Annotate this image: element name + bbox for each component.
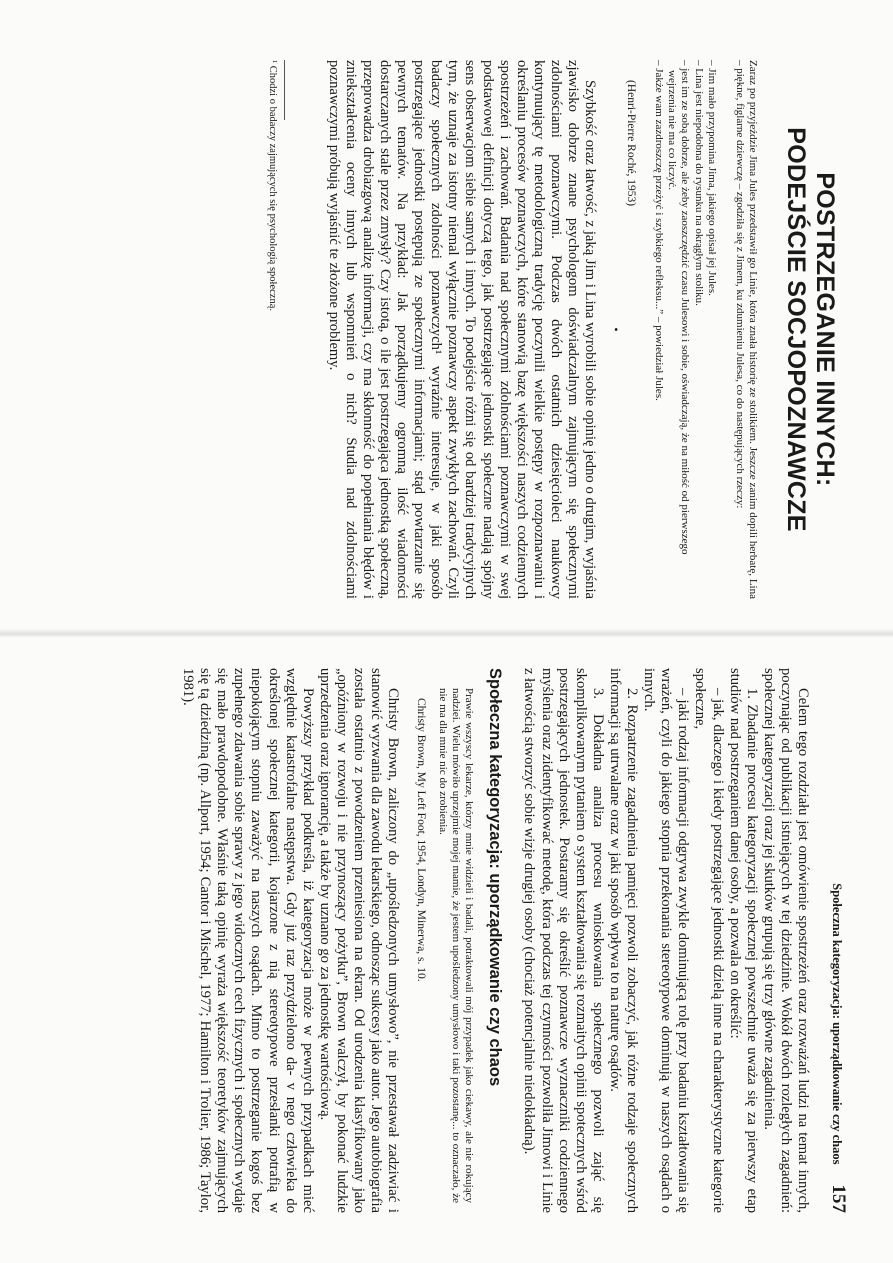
example-paragraph: Powyższy przykład podkreśla, iż kategoryzacja może w pewnych przypadkach mieć względnie katastrofalne następstwa. Gdy już raz przydzielono da- v nego człowieka do określonej społecznej kategorii, kojarzone z nią stereotypowe przesłanki potrafią w niepokojącym stopniu zaważyć na naszych osądach. Mimo to postrzeganie kogoś bez zupełnego zdawania sobie sprawy z jego widocznych cech fizycznych i społecznych wydaje się mało prawdopodobne. Właśnie taką opinię wyraża większość teoretyków zajmujących się tą dziedziną (np. Allport, 1954; Cantor i Mischel, 1977; Hamilton i Trolier, 1986; Taylor, 1981). [180,668,316,1213]
right-page-column [0,640,893,1263]
point-1-item-b: – jaki rodzaj informacji odgrywa zwykle dominującą rolę przy badaniu kształtowania się wrażeń, czyli do jakiego stopnia przekonania stereotypowe dominują w naszych osądach o innych. [641,668,692,1213]
book-gutter-shadow [0,628,893,638]
footnote: ¹ Chodzi o badaczy zajmujących się psychologią społeczną. [266,60,278,311]
epigraph-item: – Lina jest niepodobna do rysunku na okrągłym stoliku. [692,60,705,306]
block-quote: Prawie wszyscy lekarze, którzy mnie widzieli i badali, potraktowali mój przypadek jako ciekawy, ale nie rokujący nadziei. Wielu mówiło uprzejmie mojej mamie, że jestem upośledzony umysłowo i taki pozostanę... to oznaczało, że nie ma dla mnie nic do zrobienia. [436,688,476,1203]
running-title: Społeczna kategoryzacja: uporządkowanie czy chaos [830,883,844,1165]
chapter-title-line-2: PODEJŚCIE SOCJOPOZNAWCZE [782,127,810,532]
ornament-dot: • [609,327,624,332]
running-header [827,668,849,1213]
point-2-paragraph: 2. Rozpatrzenie zagadnienia pamięci pozwoli zobaczyć, jak różne rodzaje społecznych informacji są utrwalane oraz w jaki sposób wpływa to na naturę osądów. [606,668,641,1213]
epigraph-intro: Zaraz po przyjeździe Jima Jules przedstawił go Linie, która znała historię ze stolikiem. Jeszcze zanim dopili herbatę, Lina – piękne, figlarne dziewczę – zgodziła się z Jimem, ku zdumieniu Julesa, co do następujących rzeczy: [733,60,759,599]
brown-paragraph: Christy Brown, zaliczony do „upośledzonych umysłowo”, nie przestawał zadziwiać i stanowić wyzwania dla zawodu lekarskiego, odnosząc sukcesy jako autor. Jego autobiografia została ostatnio z powodzeniem przeniesiona na ekran. Od urodzenia klasyfikowany jako „opóźniony w rozwoju i nie przynoszący pożytku”, Brown walczył, by pokonać ludzkie uprzedzenia oraz ignorancję, a także by uznano go za jednostkę wartościową. [316,668,402,1213]
intro-paragraph: Celem tego rozdziału jest omówienie spostrzeżeń oraz rozważań ludzi na temat innych, poczynając od publikacji istniejących w tej dziedzinie. Wokół dwóch rozległych zagadnień: społecznej kategoryzacji oraz jej skutków grupują się trzy główne zagadnienia. [760,668,811,1213]
section-heading: Społeczna kategoryzacja: uporządkowanie czy chaos [486,668,505,1087]
main-paragraph: Szybkość oraz łatwość, z jaką Jim i Lina wyrobili sobie opinię jedno o drugim, wyjaśnia zjawisko dobrze znane psychologom doświadczalnym zajmującym się społecznymi zdolnościami poznawczymi. Podczas dwóch ostatnich dziesięcioleci naukowcy kontynuujący tę metodologiczną tradycję poczynili wielkie postępy w rozpoznawaniu i określaniu procesów poznawczych, które stanowią bazę większości naszych codziennych spostrzeżeń i zachowań. Badania nad społecznymi zdolnościami poznawczymi w swej podstawowej definicji dotyczą tego, jak postrzegające jednostki społeczne nadają spójny sens obserwacjom siebie samych i innych. To podejście różni się od bardziej tradycyjnych tym, że uznaje za istotny niemal wyłącznie poznawczy aspekt zwykłych zachowań. Czyli badaczy społecznych zdolności poznawczych¹ wyraźnie interesuje, w jaki sposób postrzegające jednostki postępują ze społecznymi informacjami; stąd powtarzanie się pewnych tematów. Na przykład: Jak porządkujemy ogromną ilość wiadomości dostarczanych stale przez zmysły? Czy istotą, o ile jest postrzegająca jednostką społeczną, przeprowadza drobiazgową analizę informacji, czy ma skłonność do popełniania błędów i zniekształcenia oceny innych lub wspomnień o nich? Studia nad zdolnościami poznawczymi próbują wyjaśnić te złożone problemy. [325,60,599,599]
page-number: 157 [828,1184,849,1213]
epigraph-item: – Jakże wam zazdroszczę przeżyć i szybkiego refleksu...” – powiedział Jules. [652,60,665,401]
point-1-paragraph: 1. Zbadanie procesu kategoryzacji społecznej powszechnie uważa się za pierwszy etap studiów nad postrzeganiem danej osoby, a pozwala on określić: [726,668,760,1213]
point-1-item-a: – jak, dlaczego i kiedy postrzegające jednostki dzielą inne na charakterystyczne kategorie społeczne, [692,668,726,1213]
epigraph-source: (Henri-Pierre Roché, 1953) [625,80,638,207]
quote-source: Christy Brown, My Left Foot, 1954, Londyn, Minerwa, s. 10. [415,698,428,982]
footnote-rule [284,60,285,120]
epigraph-item: – jest im ze sobą dobrze, ale żeby zaoszczędzić czasu Julesowi i sobie, oświadczają, że na miłość od pierwszego wejrzenia nie ma co liczyć. [665,60,692,555]
point-3-paragraph: 3. Dokładna analiza procesu wnioskowania społecznego pozwoli zająć się skomplikowanym pytaniem o system kształtowania się rozmaitych opinii spotecznych wśród postrzegających jednostek. Postaramy się określić poznawcze wyznaczniki codziennego myślenia oraz zidentyfikować metodę, która podczas tej czynności pozwoliła Jimowi i Linie z łatwością stworzyć sobie wizje drugiej osoby (chociaż potencjalnie niedokładną). [521,668,606,1213]
epigraph-list [651,60,718,599]
epigraph-item: – Jim mało przypomina Jima, jakiego opisał jej Jules. [706,60,719,296]
chapter-title-line-1: POSTRZEGANIE INNYCH: [811,172,839,487]
left-page-column [0,0,893,625]
chapter-title [781,60,839,599]
